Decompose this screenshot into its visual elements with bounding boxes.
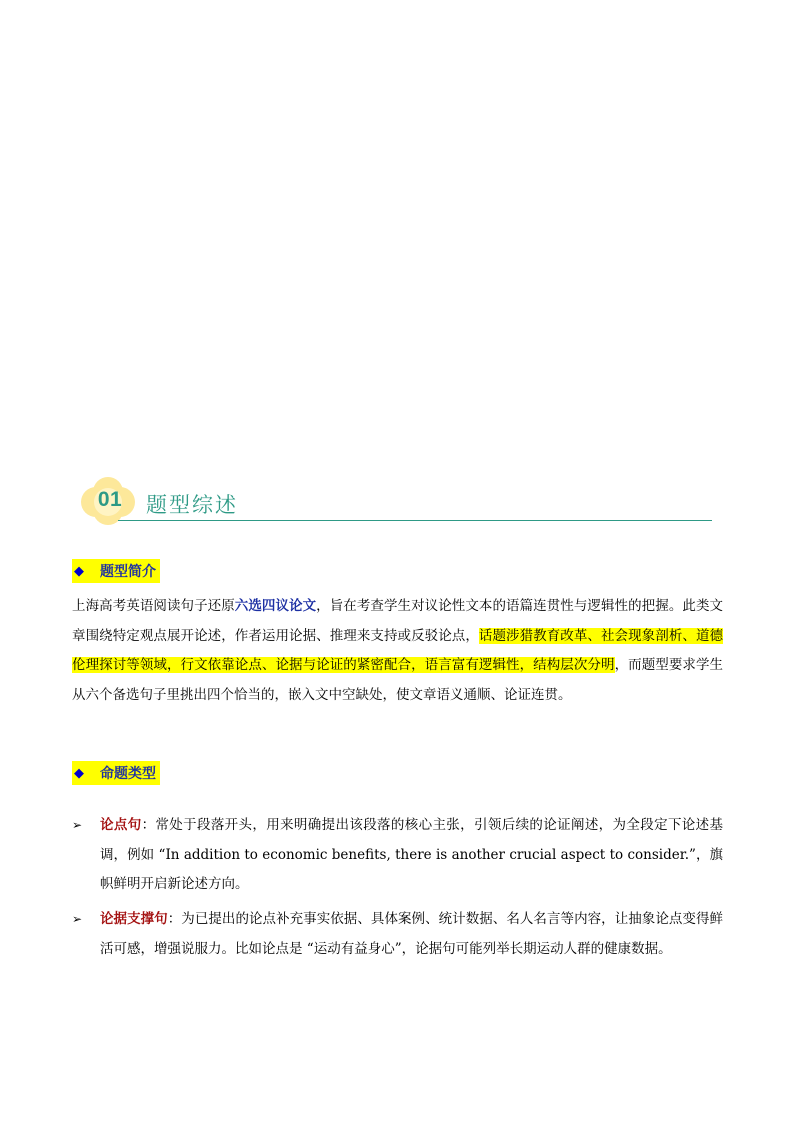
intro-text-1: 上海高考英语阅读句子还原 xyxy=(72,598,235,614)
section-number: 01 xyxy=(97,488,123,511)
intro-key-term: 六选四议论文 xyxy=(234,598,317,614)
intro-heading-label: 题型简介 xyxy=(100,564,156,580)
arrow-bullet-icon: ➢ xyxy=(72,818,83,832)
list-item xyxy=(72,905,723,964)
section-divider xyxy=(118,520,712,521)
type-term: 论点句 xyxy=(100,817,142,833)
list-item xyxy=(72,811,723,900)
intro-paragraph xyxy=(72,592,723,710)
intro-heading xyxy=(72,559,160,583)
section-header xyxy=(80,474,712,526)
diamond-bullet-icon: ◆ xyxy=(74,563,84,579)
types-heading-label: 命题类型 xyxy=(100,766,156,782)
section-title: 题型综述 xyxy=(146,493,238,517)
intro-highlight: 话题涉猎教育改革、社会现象剖析、道德伦理探讨等领域，行文依靠论点、论据与论证的紧密配合，语言富有逻辑性，结构层次分明 xyxy=(72,627,724,673)
type-description: ：为已提出的论点补充事实依据、具体案例、统计数据、名人名言等内容，让抽象论点变得鲜活可感，增强说服力。比如论点是 “运动有益身心”，论据句可能列举长期运动人群的健康数据。 xyxy=(100,911,724,957)
type-description: ：常处于段落开头，用来明确提出该段落的核心主张，引领后续的论证阐述，为全段定下论述基调，例如 “In addition to economic benefits, there is another crucial aspect to consider.”，旗帜鲜明开启新论述方向。 xyxy=(100,817,724,892)
type-term: 论据支撑句 xyxy=(100,911,168,927)
intro-text-3: ，而题型要求学生从六个备选句子里挑出四个恰当的，嵌入文中空缺处，使文章语义通顺、论证连贯。 xyxy=(72,657,724,703)
diamond-bullet-icon: ◆ xyxy=(74,765,84,781)
types-heading xyxy=(72,761,160,785)
section-number-badge xyxy=(80,474,136,526)
intro-text-2: ，旨在考查学生对议论性文本的语篇连贯性与逻辑性的把握。此类文章围绕特定观点展开论述，作者运用论据、推理来支持或反驳论点， xyxy=(72,598,724,644)
arrow-bullet-icon: ➢ xyxy=(72,912,83,926)
